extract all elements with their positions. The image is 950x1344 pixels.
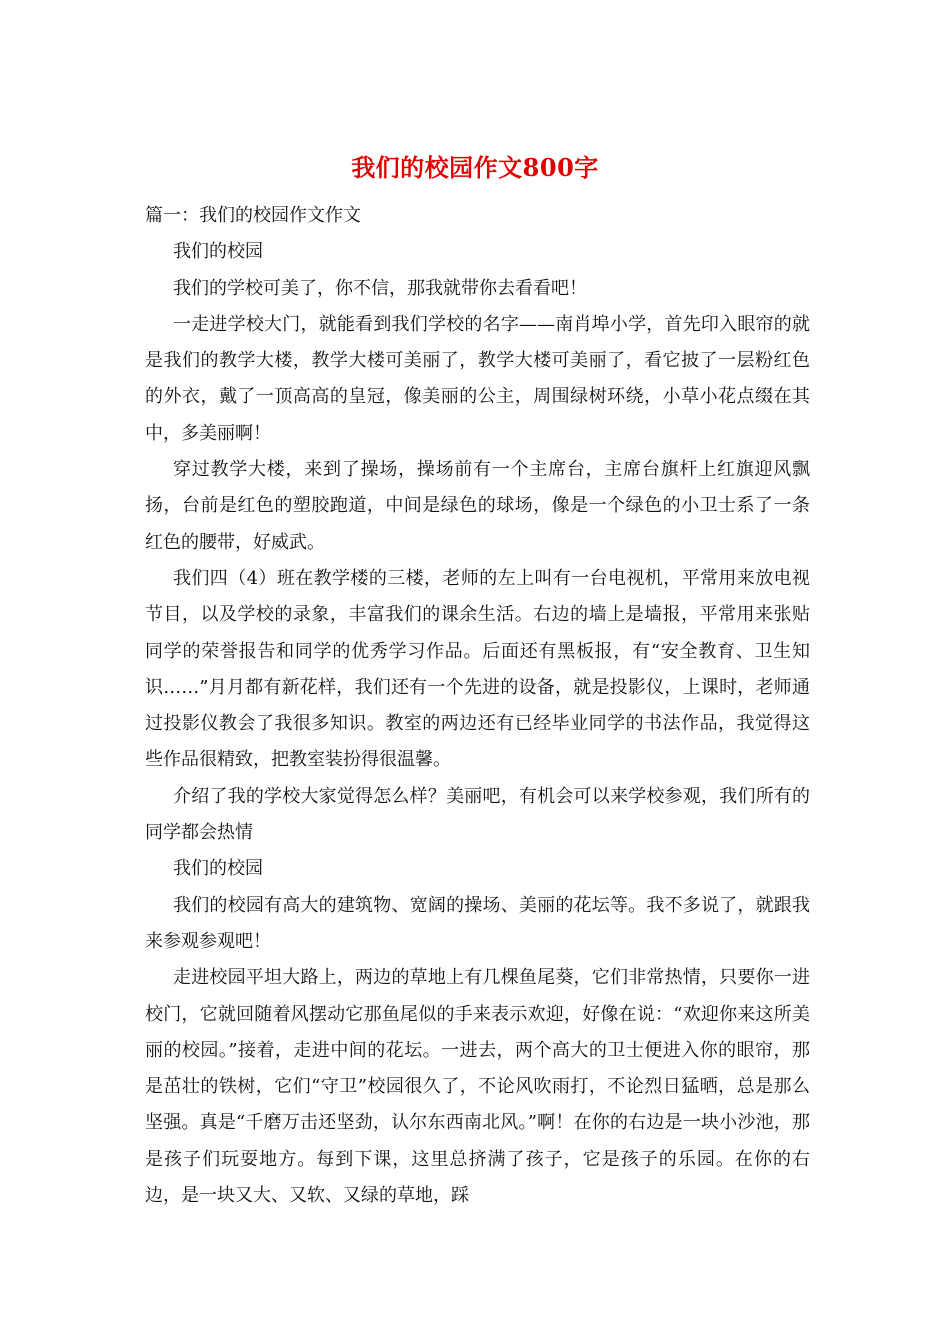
paragraph: 穿过教学大楼，来到了操场，操场前有一个主席台，主席台旗杆上红旗迎风飘扬，台前是红色的塑胶跑道，中间是绿色的球场，像是一个绿色的小卫士系了一条红色的腰带，好威武。 (145, 459, 810, 553)
document-title: 我们的校园作文800字 (351, 153, 599, 182)
paragraph: 一走进学校大门，就能看到我们学校的名字——南肖埠小学，首先印入眼帘的就是我们的教学大楼，教学大楼可美丽了，教学大楼可美丽了，看它披了一层粉红色的外衣，戴了一顶高高的皇冠，像美丽的公主，周围绿树环绕，小草小花点缀在其中，多美丽啊！ (145, 313, 810, 444)
section-heading: 篇一：我们的校园作文作文 (145, 205, 361, 226)
paragraph: 我们的校园有高大的建筑物、宽阔的操场、美丽的花坛等。我不多说了，就跟我来参观参观吧！ (145, 894, 810, 952)
paragraph: 我们的学校可美了，你不信，那我就带你去看看吧！ (173, 277, 587, 299)
document-body (145, 198, 810, 1214)
essay-title: 我们的校园 (173, 241, 263, 263)
essay-title: 我们的校园 (173, 858, 263, 880)
paragraph: 介绍了我的学校大家觉得怎么样？美丽吧，有机会可以来学校参观，我们所有的同学都会热情 (145, 785, 810, 844)
paragraph: 我们四（4）班在教学楼的三楼，老师的左上叫有一台电视机，平常用来放电视节目，以及学校的录象，丰富我们的课余生活。右边的墙上是墙报，平常用来张贴同学的荣誉报告和同学的优秀学习作品。后面还有黑板报，有“安全教育、卫生知识……”月月都有新花样，我们还有一个先进的设备，就是投影仪，上课时，老师通过投影仪教会了我很多知识。教室的两边还有已经毕业同学的书法作品，我觉得这些作品很精致，把教室装扮得很温馨。 (145, 567, 810, 771)
paragraph: 走进校园平坦大路上，两边的草地上有几棵鱼尾葵，它们非常热情，只要你一进校门，它就回随着风摆动它那鱼尾似的手来表示欢迎，好像在说：“欢迎你来这所美丽的校园。”接着，走进中间的花坛。一进去，两个高大的卫士便进入你的眼帘，那是茁壮的铁树，它们“守卫”校园很久了，不论风吹雨打，不论烈日猛晒，总是那么坚强。真是“千磨万击还坚劲，认尔东西南北风。”啊！在你的右边是一块小沙池，那是孩子们玩耍地方。每到下课，这里总挤满了孩子，它是孩子的乐园。在你的右边，是一块又大、又软、又绿的草地，踩 (145, 967, 810, 1207)
